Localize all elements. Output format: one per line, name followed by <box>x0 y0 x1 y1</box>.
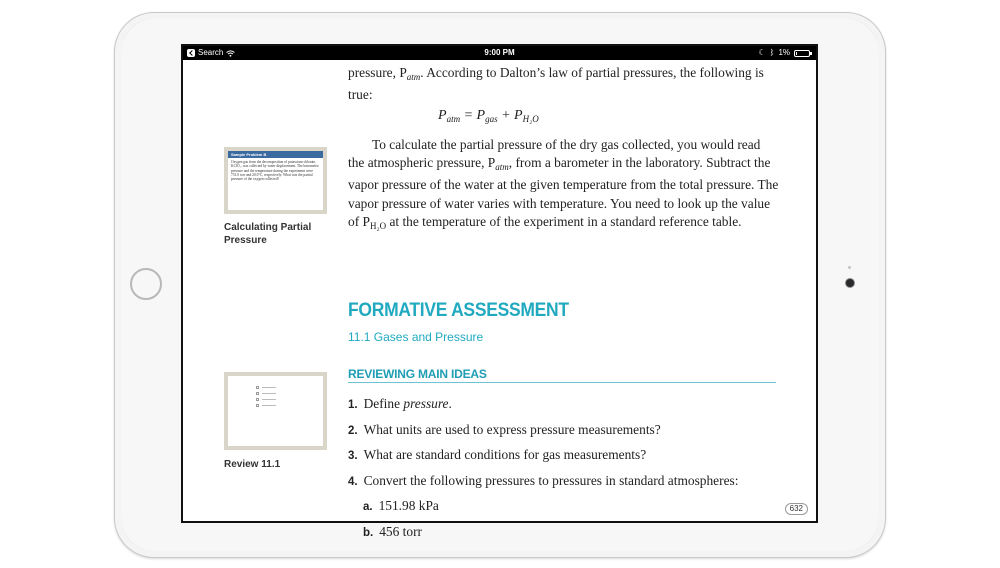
paragraph-1 <box>348 64 778 104</box>
question-item <box>348 392 788 418</box>
moon-icon: ☾ <box>758 48 766 57</box>
para1-sub: atm <box>406 72 421 82</box>
light-sensor <box>848 266 851 269</box>
question-number: 4. <box>348 475 358 488</box>
paragraph-2 <box>348 136 780 235</box>
question-item <box>348 418 788 444</box>
status-right <box>758 46 810 60</box>
subquestion-item <box>348 520 788 546</box>
subquestion-text: 456 torr <box>379 523 423 539</box>
eq-lhs-sub: atm <box>446 114 461 124</box>
review-options <box>256 384 296 408</box>
question-text: What units are used to express pressure measurements? <box>363 421 661 437</box>
question-text: Define <box>363 396 404 411</box>
eq-equals: = P <box>460 108 486 123</box>
section-heading: REVIEWING MAIN IDEAS <box>348 367 776 383</box>
screen <box>181 44 818 539</box>
review-option <box>256 402 296 408</box>
assessment-subtitle: 11.1 Gases and Pressure <box>348 330 484 344</box>
battery-icon <box>794 50 810 57</box>
review-caption[interactable]: Review 11.1 <box>224 459 281 470</box>
back-label: Search <box>198 48 224 57</box>
question-number: 3. <box>348 450 358 463</box>
subquestion-letter: a. <box>363 501 373 514</box>
para2-sub2: H₂O <box>369 220 387 231</box>
sample-problem-thumbnail[interactable] <box>224 147 327 214</box>
question-item <box>348 443 788 469</box>
question-list <box>348 392 788 546</box>
para1-rest: . According to Dalton’s law of partial pressures, the following is true: <box>348 65 764 103</box>
dalton-equation <box>438 108 539 124</box>
question-text: What are standard conditions for gas measurements? <box>363 447 647 463</box>
question-number: 1. <box>348 399 358 411</box>
subquestion-item <box>348 494 788 520</box>
subquestion-letter: b. <box>363 526 374 539</box>
sample-problem-body: Oxygen gas from the decomposition of potassium chlorate, KClO₃, was collected by water displacement. The barometric pressure and the temperature during the experiment were 731.0 torr and 20.0°C, respectively. What was the partial pressure of the oxygen collected? <box>231 160 320 182</box>
battery-fill <box>796 52 797 55</box>
eq-gas-sub: gas <box>485 114 498 124</box>
para2-sub1: atm <box>495 162 509 173</box>
question-item <box>348 469 788 495</box>
question-text-end: . <box>448 396 452 411</box>
bluetooth-icon: ᛒ <box>769 48 775 57</box>
status-time: 9:00 PM <box>484 48 515 57</box>
review-thumbnail[interactable] <box>224 372 327 450</box>
eq-h2o-sub: H₂O <box>522 114 539 124</box>
subquestion-text: 151.98 kPa <box>378 498 439 514</box>
assessment-title: FORMATIVE ASSESSMENT <box>348 300 569 321</box>
review-card <box>228 376 323 446</box>
sample-problem-header: Sample Problem B <box>228 151 323 158</box>
page-number-badge[interactable]: 632 <box>785 503 808 515</box>
para2-b: , from a barometer in the laboratory. Subtract the vapor pressure of the water at the given temperature from the total pressure. The vapor pressure of water varies with temperature. You need to look up the value of P <box>348 155 779 229</box>
question-number: 2. <box>348 424 358 437</box>
sample-problem-card <box>228 151 323 210</box>
para2-a: To calculate the partial pressure of the dry gas collected, you would read the atmospheric pressure, P <box>348 137 761 171</box>
para2-c: at the temperature of the experiment in a standard reference table. <box>386 213 742 229</box>
battery-percent: 1% <box>778 48 790 57</box>
camera-icon <box>846 279 854 287</box>
status-bar <box>183 46 816 60</box>
para1-text: pressure, P <box>348 65 407 80</box>
eq-plus: + P <box>497 108 523 123</box>
home-button[interactable] <box>130 268 162 300</box>
sample-problem-caption[interactable]: Calculating Partial Pressure <box>224 222 312 246</box>
question-term: pressure <box>403 396 449 411</box>
question-text: Convert the following pressures to pressures in standard atmospheres: <box>363 472 739 488</box>
eq-lhs: P <box>438 108 447 123</box>
